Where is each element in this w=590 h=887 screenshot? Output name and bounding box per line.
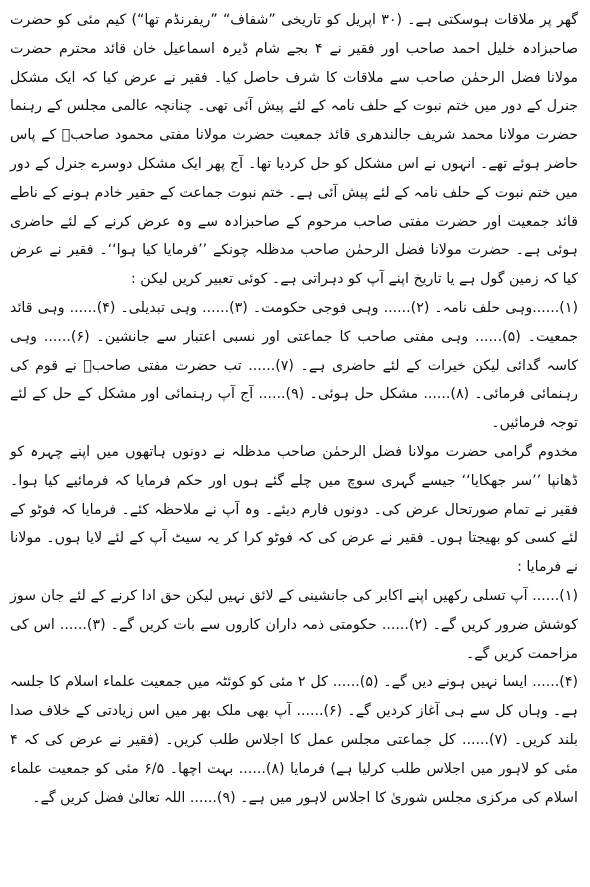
paragraph-nine-points: (۱)......وہی حلف نامہ۔ (۲)...... وہی فوجی حکومت۔ (۳)...... وہی تبدیلی۔ (۴)...... وہی قائد جمعیت۔ (۵)...... وہی مفتی صاحب کا جماعتی اور نسبی اعتبار سے جانشین۔ (۶)...... وہی کاسہ گدائی لیکن خیرات کے لئے حاضری ہے۔ (۷)...... تب حضرت مفتی صاحبؒ نے قوم کی رہنمائی فرمائی۔ (۸)...... مشکل حل ہوئی۔ (۹)...... آج آپ رہنمائی اور مشکل کے حل کے لئے توجہ فرمائیں۔ xyxy=(10,299,579,432)
paragraph-maulana-response: مخدوم گرامی حضرت مولانا فضل الرحمٰن صاحب مدظلہ نے دونوں ہاتھوں میں اپنے چہرہ کو ڈھانپا ’’سر جھکایا‘‘ جیسے گہری سوچ میں چلے گئے ہوں اور حکم فرمایا کہ فرمائیے کیا ہوا۔ فقیر نے تمام صورتحال عرض کی۔ دونوں فارم دیئے۔ وہ آپ نے ملاحظہ کئے۔ فرمایا کہ فوٹو کے لئے کسی کو بھیجتا ہوں۔ فقیر نے عرض کی کہ فوٹو کرا کر یہ سیٹ آپ کے لئے لایا ہوں۔ مولانا نے فرمایا : xyxy=(10,443,578,576)
paragraph-assurances-first: (۱)...... آپ تسلی رکھیں اپنے اکابر کی جانشینی کے لائق نہیں لیکن حق ادا کرنے کے لئے جان سوز کوشش ضرور کریں گے۔ (۲)...... حکومتی ذمہ داران کاروں سے بات کریں گے۔ (۳)...... اس کی مزاحمت کریں گے۔ xyxy=(10,587,578,662)
paragraph-assurances-second: (۴)...... ایسا نہیں ہونے دیں گے۔ (۵)...... کل ۲ مئی کو کوئٹہ میں جمعیت علماء اسلام کا جلسہ ہے۔ وہاں کل سے ہی آغاز کردیں گے۔ (۶)...... آپ بھی ملک بھر میں اس زیادتی کے خلاف صدا بلند کریں۔ (۷)...... کل جماعتی مجلس عمل کا اجلاس طلب کریں۔ (فقیر نے عرض کی کہ ۴ مئی کو لاہور میں اجلاس طلب کرلیا ہے) فرمایا (۸)...... بہت اچھا۔ ۶/۵ مئی کو جمعیت علماء اسلام کی مرکزی مجلس شوریٰ کا اجلاس لاہور میں ہے۔ (۹)...... اللہ تعالیٰ فضل کریں گے۔ xyxy=(10,674,578,806)
paragraph-meeting-account: گھر پر ملاقات ہوسکتی ہے۔ (۳۰ اپریل کو تاریخی ”شفاف“ ”ریفرنڈم تھا“) کیم مئی کو حضرت صاحبزادہ خلیل احمد صاحب اور فقیر نے ۴ بجے شام ڈیرہ اسماعیل خان قائد محترم حضرت مولانا فضل الرحمٰن صاحب سے ملاقات کا شرف حاصل کیا۔ فقیر نے عرض کیا کہ ایک مشکل جنرل کے دور میں ختم نبوت کے حلف نامہ کے لئے پیش آئی تھی۔ چنانچہ عالمی مجلس کے رہنما حضرت مولانا محمد شریف جالندھری قائد جمعیت حضرت مولانا مفتی محمود صاحبؒ کے پاس حاضر ہوئے تھے۔ انہوں نے اس مشکل کو حل کردیا تھا۔ آج پھر ایک مشکل دوسرے جنرل کے دور میں ختم نبوت کے حلف نامہ کے لئے پیش آئی ہے۔ ختم نبوت جماعت کے حقیر خادم ہونے کے ناطے قائد جمعیت اور حضرت مفتی صاحب مرحوم کے صاحبزادہ سے وہ عرض کرنے کے لئے حاضری ہوئی ہے۔ حضرت مولانا فضل الرحمٰن صاحب مدظلہ چونکے ’’فرمایا کیا ہوا‘‘۔ فقیر نے عرض کیا کہ زمین گول ہے یا تاریخ اپنے آپ کو دہراتی ہے۔ کوئی تعبیر کریں لیکن : xyxy=(10,12,579,288)
